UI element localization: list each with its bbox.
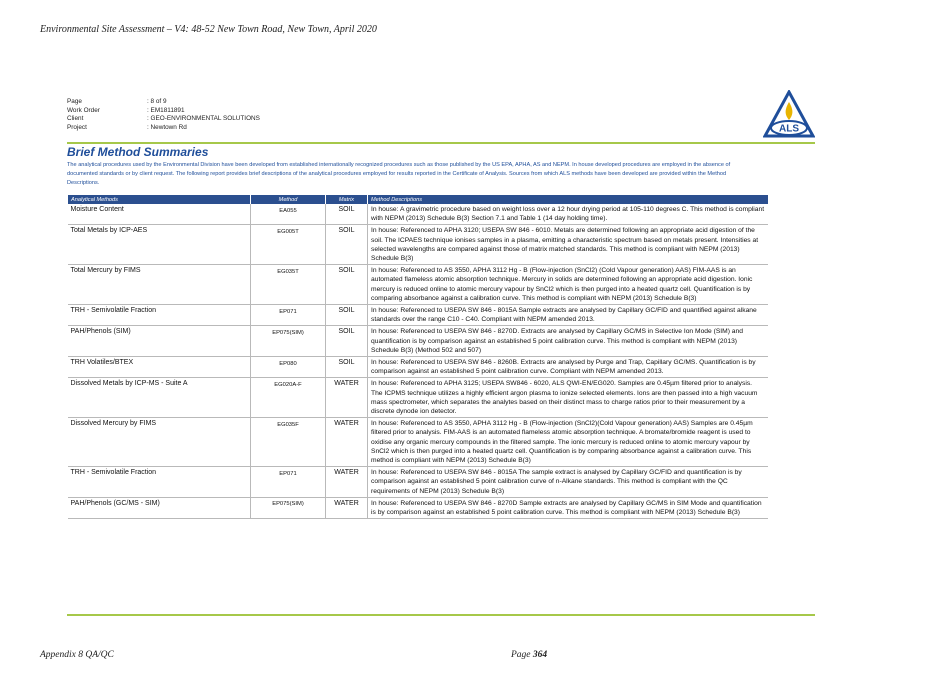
meta-row-page (67, 98, 260, 107)
matrix: SOIL (326, 305, 368, 326)
method-description: In house: A gravimetric procedure based on weight loss over a 12 hour drying period at 105-110 degrees C. This method is compliant with NEPM (2013) Schedule B(3) Section 7.1 and Table 1 (14 day holding time). (368, 204, 768, 225)
table-row (68, 467, 768, 498)
header-matrix: Matrix (326, 195, 368, 204)
analytical-method: TRH - Semivolatile Fraction (68, 305, 251, 326)
header-divider (67, 142, 815, 144)
footer-divider (67, 614, 815, 616)
matrix: SOIL (326, 265, 368, 305)
als-logo (763, 90, 815, 140)
analytical-method: TRH Volatiles/BTEX (68, 357, 251, 378)
matrix: WATER (326, 467, 368, 498)
meta-label: Work Order (67, 106, 100, 114)
intro-paragraph: The analytical procedures used by the Environmental Division have been developed from established internationally recognized procedures such as those published by the US EPA, APHA, AS and NEPM. In house developed procedures are employed in the absence of documented standards or by client request. The following report provides brief descriptions of the analytical procedures employed for results reported in the Certificate of Analysis. Sources from which ALS methods have been developed are provided within the Method Descriptions. (67, 162, 731, 187)
meta-value: : GEO-ENVIRONMENTAL SOLUTIONS (147, 115, 260, 123)
method-description: In house: Referenced to USEPA SW 846 - 8270D. Extracts are analysed by Capillary GC/MS in Selective Ion Mode (SIM) and quantification is by comparison against an established 5 point calibration curve. This method is compliant with NEPM (2013) Schedule B(3) (Method 502 and 507) (368, 326, 768, 357)
meta-label: Page (67, 98, 82, 105)
page-number (511, 650, 547, 660)
table-row (68, 326, 768, 357)
analytical-method: Total Mercury by FIMS (68, 265, 251, 305)
page-number-value: 364 (532, 650, 548, 660)
analytical-method: TRH - Semivolatile Fraction (68, 467, 251, 498)
table-row (68, 497, 768, 518)
method-code: EP071 (251, 305, 326, 326)
matrix: WATER (326, 497, 368, 518)
meta-row-work-order (67, 107, 260, 116)
method-description: In house: Referenced to USEPA SW 846 - 8260B. Extracts are analysed by Purge and Trap, Capillary GC/MS. Quantification is by comparison against an established 5 point calibration curve. Compliant with NEPM amended 2013. (368, 357, 768, 378)
header-analytical-methods: Analytical Methods (68, 195, 251, 204)
meta-label: Project (67, 123, 87, 131)
report-meta (67, 98, 260, 132)
meta-value: : Newtown Rd (147, 123, 187, 131)
method-code: EG020A-F (251, 378, 326, 418)
method-description: In house: Referenced to AS 3550, APHA 3112 Hg - B (Flow-injection (SnCl2) (Cold Vapour generation) AAS) FIM-AAS is an automated flameless atomic absorption technique. Mercury in solids are determined following an appropriate acid digestion. Ionic mercury is reduced online to atomic mercury vapour by SnCl2 which is then purged into a heated quartz cell. Quantification is by comparing absorbance against a calibration curve. This method is compliant with NEPM (2013) Schedule B(3) (368, 265, 768, 305)
method-code: EG005T (251, 225, 326, 265)
page-title: Brief Method Summaries (67, 145, 209, 159)
table-row (68, 357, 768, 378)
table-row (68, 305, 768, 326)
meta-row-client (67, 115, 260, 124)
method-code: EP071 (251, 467, 326, 498)
table-row (68, 378, 768, 418)
method-code: EP075(SIM) (251, 326, 326, 357)
analytical-method: Dissolved Mercury by FIMS (68, 418, 251, 467)
table-row (68, 418, 768, 467)
header-method-descriptions: Method Descriptions (368, 195, 768, 204)
header-method: Method (251, 195, 326, 204)
meta-row-project (67, 124, 260, 133)
analytical-method: Dissolved Metals by ICP-MS - Suite A (68, 378, 251, 418)
matrix: SOIL (326, 357, 368, 378)
analytical-method: Moisture Content (68, 204, 251, 225)
method-code: EG035T (251, 265, 326, 305)
method-description: In house: Referenced to USEPA SW 846 - 8015A The sample extract is analysed by Capillary GC/FID and quantification is by comparison against an established 5 point calibration curve of n-Alkane standards. This method is compliant with the QC requirements of NEPM (2013) Schedule B(3) (368, 467, 768, 498)
analytical-method: PAH/Phenols (SIM) (68, 326, 251, 357)
meta-label: Client (67, 115, 84, 123)
matrix: SOIL (326, 326, 368, 357)
method-summary-table (67, 195, 768, 519)
table-row (68, 225, 768, 265)
method-description: In house: Referenced to USEPA SW 846 - 8270D Sample extracts are analysed by Capillary GC/MS in SIM Mode and quantification is by comparison against an established 5 point calibration curve. This method is compliant with NEPM (2013) Schedule B(3) (368, 497, 768, 518)
method-code: EP080 (251, 357, 326, 378)
analytical-method: Total Metals by ICP-AES (68, 225, 251, 265)
method-description: In house: Referenced to APHA 3120; USEPA SW 846 - 6010. Metals are determined following an appropriate acid digestion of the soil. The ICPAES technique ionises samples in a plasma, emitting a characteristic spectrum based on metals present. Intensities at selected wavelengths are compared against those of matrix matched standards. This method is compliant with NEPM (2013) Schedule B(3) (368, 225, 768, 265)
meta-value: : 8 of 9 (147, 98, 167, 105)
matrix: SOIL (326, 225, 368, 265)
running-head: Environmental Site Assessment – V4: 48-52 New Town Road, New Town, April 2020 (40, 24, 377, 35)
meta-value: : EM1811891 (147, 106, 185, 114)
method-code: EA055 (251, 204, 326, 225)
page-label: Page (511, 650, 531, 660)
method-code: EP075(SIM) (251, 497, 326, 518)
matrix: WATER (326, 418, 368, 467)
method-description: In house: Referenced to AS 3550, APHA 3112 Hg - B (Flow-injection (SnCl2)(Cold Vapour generation) AAS) Samples are 0.45µm filtered prior to analysis. FIM-AAS is an automated flameless atomic absorption technique. A bromate/bromide reagent is used to oxidise any organic mercury compounds in the filtered sample. The ionic mercury is reduced online to atomic mercury vapour by SnCl2 which is then purged into a heated quartz cell. Quantification is by comparing absorbance against a calibration curve. This method is compliant with NEPM (2013) Schedule B(3) (368, 418, 768, 467)
method-description: In house: Referenced to APHA 3125; USEPA SW846 - 6020, ALS QWI-EN/EG020. Samples are 0.45µm filtered prior to analysis. The ICPMS technique utilizes a highly efficient argon plasma to ionize selected elements. Ions are then passed into a high vacuum mass spectrometer, which separates the analytes based on their distinct mass to charge ratios prior to their measurement by a discrete dynode ion detector. (368, 378, 768, 418)
table-header-row (68, 195, 768, 204)
flame-icon (786, 102, 793, 120)
matrix: WATER (326, 378, 368, 418)
analytical-method: PAH/Phenols (GC/MS - SIM) (68, 497, 251, 518)
method-description: In house: Referenced to USEPA SW 846 - 8015A Sample extracts are analysed by Capillary GC/FID and quantified against alkane standards over the range C10 - C40. Compliant with NEPM amended 2013. (368, 305, 768, 326)
appendix-label: Appendix 8 QA/QC (40, 650, 114, 660)
table-row (68, 265, 768, 305)
table-row (68, 204, 768, 225)
matrix: SOIL (326, 204, 368, 225)
logo-text: ALS (779, 123, 799, 135)
method-code: EG035F (251, 418, 326, 467)
